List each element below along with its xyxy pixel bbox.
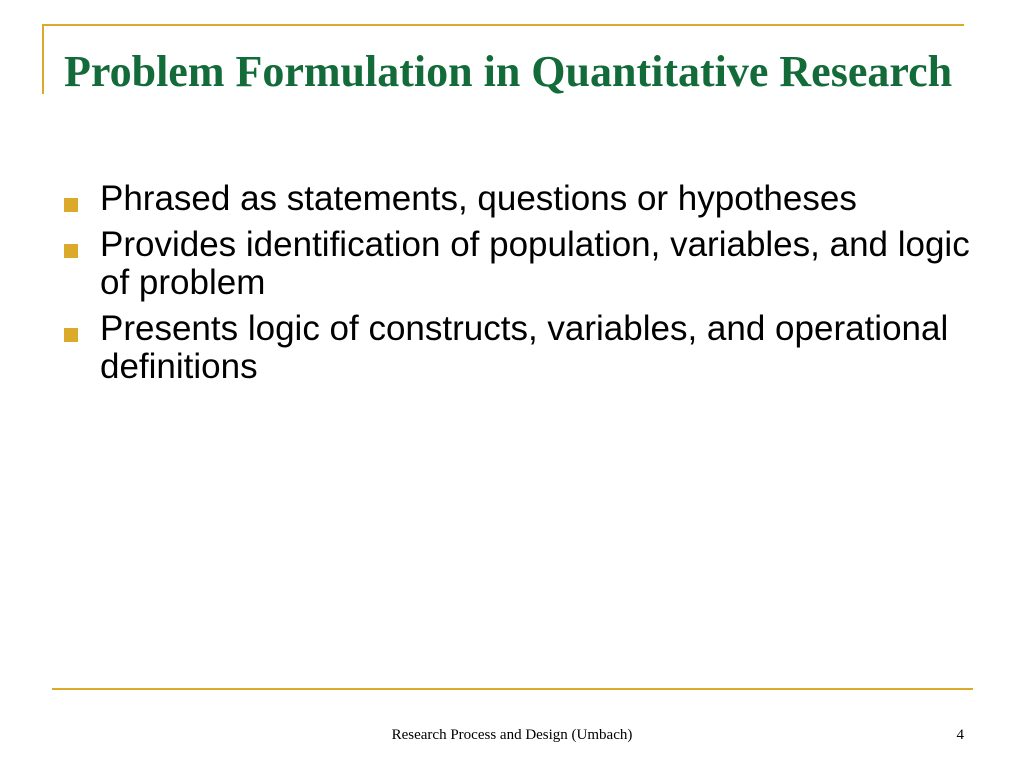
- bullet-item: [60, 310, 990, 386]
- square-bullet-icon: [64, 244, 78, 258]
- page-number: 4: [956, 727, 964, 743]
- slide-title: Problem Formulation in Quantitative Research: [64, 47, 953, 96]
- title-accent-top-rule: [42, 24, 964, 26]
- bullet-item: [60, 226, 990, 302]
- title-accent-left-rule: [42, 24, 44, 94]
- bullet-text: Provides identification of population, variables, and logic of problem: [100, 225, 970, 302]
- bullet-text: Phrased as statements, questions or hypotheses: [100, 179, 857, 218]
- footer-text: Research Process and Design (Umbach): [391, 727, 633, 743]
- square-bullet-icon: [64, 198, 78, 212]
- bullet-text: Presents logic of constructs, variables, and operational definitions: [100, 309, 949, 386]
- square-bullet-icon: [64, 328, 78, 342]
- footer-rule: [52, 688, 973, 690]
- bullet-list: [60, 180, 990, 394]
- bullet-item: [60, 180, 990, 218]
